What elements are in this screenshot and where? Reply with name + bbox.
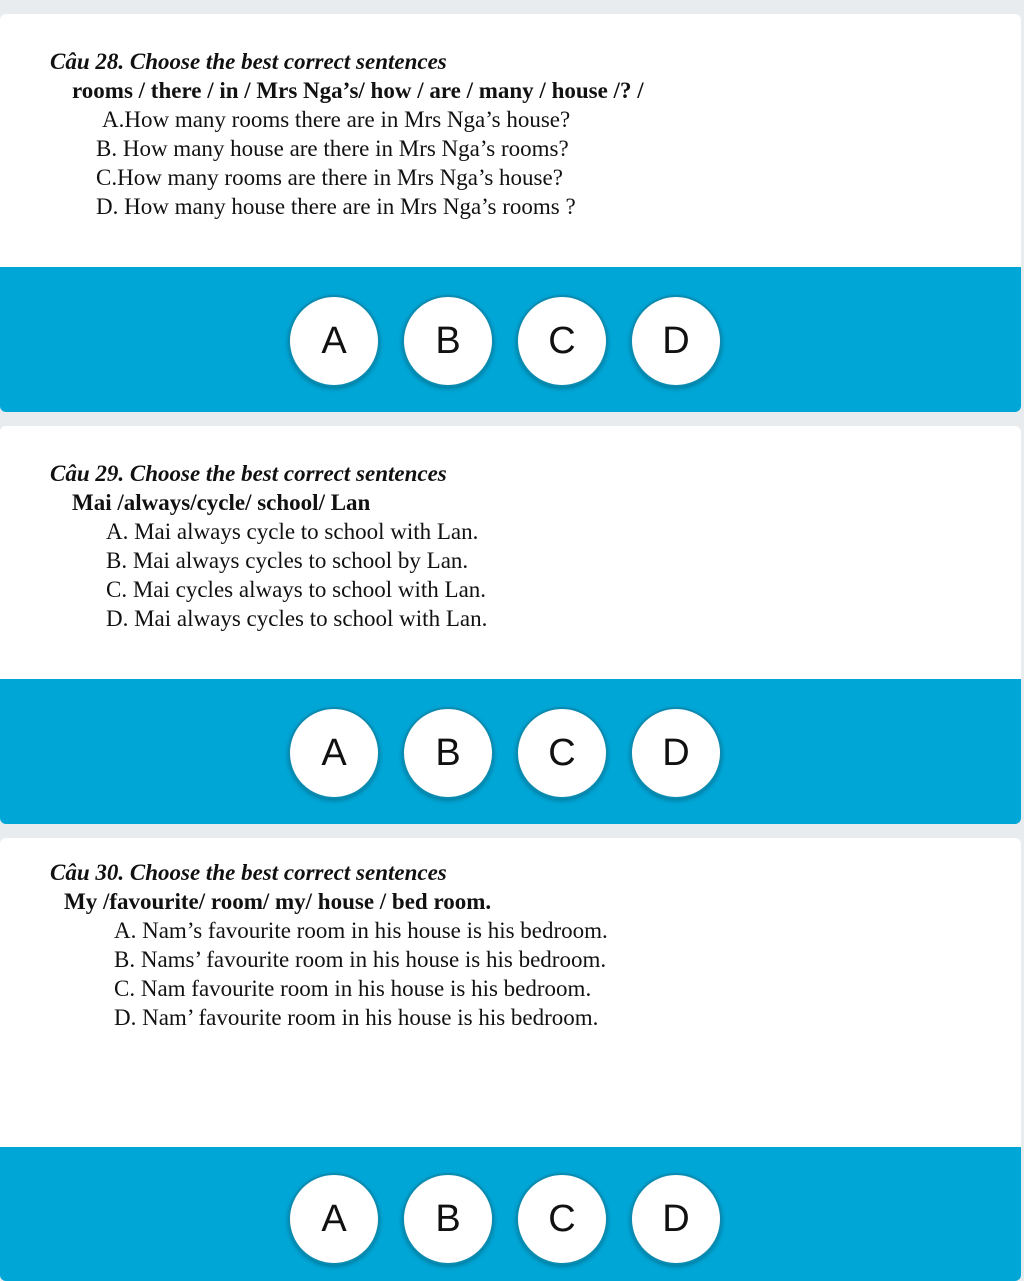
question-title: Câu 30. Choose the best correct sentences [50,860,447,885]
answer-button-c[interactable]: C [516,1173,608,1265]
answer-bar [0,267,1021,412]
answer-button-b[interactable]: B [402,295,494,387]
answer-button-d[interactable]: D [630,707,722,799]
option-a-text: A.How many rooms there are in Mrs Nga’s house? [102,107,571,132]
question-prompt: My /favourite/ room/ my/ house / bed room. [64,889,492,914]
option-a-text: A. Mai always cycle to school with Lan. [106,519,479,544]
answer-button-c[interactable]: C [516,295,608,387]
answer-button-b[interactable]: B [402,707,494,799]
option-a-text: A. Nam’s favourite room in his house is his bedroom. [114,918,608,943]
question-title: Câu 28. Choose the best correct sentences [50,49,447,74]
option-d-text: D. Mai always cycles to school with Lan. [106,606,488,631]
option-b-text: B. How many house are there in Mrs Nga’s rooms? [96,136,569,161]
option-b-text: B. Mai always cycles to school by Lan. [106,548,469,573]
answer-button-a[interactable]: A [288,707,380,799]
option-b-text: B. Nams’ favourite room in his house is his bedroom. [114,947,607,972]
option-c-text: C. Mai cycles always to school with Lan. [106,577,487,602]
question-prompt: rooms / there / in / Mrs Nga’s/ how / are / many / house /? / [72,78,644,103]
question-card-29 [0,426,1021,824]
question-card-30 [0,838,1021,1281]
answer-bar [0,679,1021,824]
answer-button-a[interactable]: A [288,295,380,387]
answer-button-a[interactable]: A [288,1173,380,1265]
option-d-text: D. Nam’ favourite room in his house is his bedroom. [114,1005,599,1030]
answer-button-d[interactable]: D [630,1173,722,1265]
question-card-28 [0,14,1021,412]
answer-button-b[interactable]: B [402,1173,494,1265]
answer-button-d[interactable]: D [630,295,722,387]
option-d-text: D. How many house there are in Mrs Nga’s rooms ? [96,194,576,219]
option-c-text: C.How many rooms are there in Mrs Nga’s house? [96,165,563,190]
answer-bar [0,1147,1021,1281]
question-title: Câu 29. Choose the best correct sentences [50,461,447,486]
answer-button-c[interactable]: C [516,707,608,799]
question-prompt: Mai /always/cycle/ school/ Lan [72,490,371,515]
option-c-text: C. Nam favourite room in his house is his bedroom. [114,976,592,1001]
